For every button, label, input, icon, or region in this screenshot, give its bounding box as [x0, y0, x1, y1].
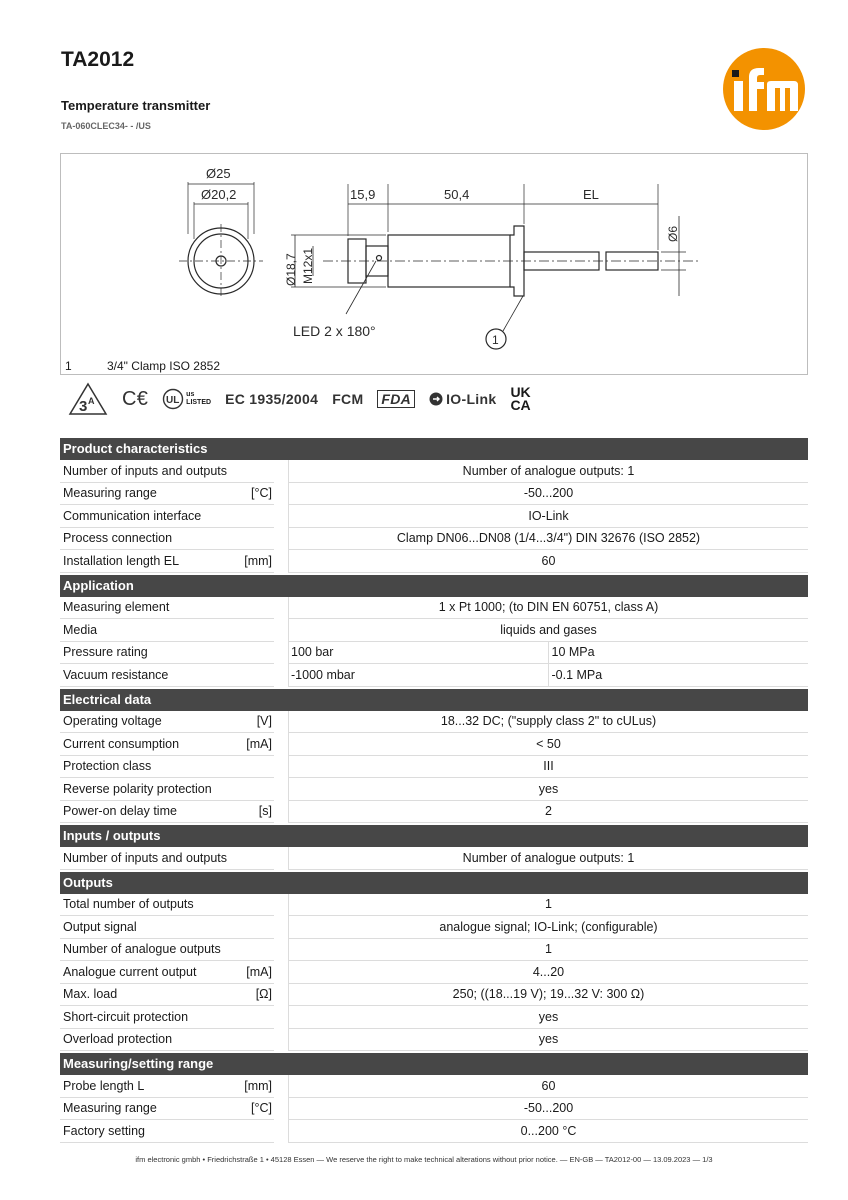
iolink-mark [429, 391, 496, 407]
specification-table [60, 436, 808, 1143]
section-measuring-setting-range: Measuring/setting range [60, 1053, 808, 1075]
row-label: Number of analogue outputs [63, 942, 221, 957]
row-label: Measuring range [63, 486, 157, 501]
table-row [60, 642, 808, 665]
svg-text:A: A [88, 396, 95, 406]
ukca-mark [510, 386, 530, 412]
technical-drawing-svg [61, 154, 809, 376]
row-unit: [°C] [251, 1101, 272, 1116]
table-row [60, 801, 808, 824]
page-number: 1/3 [702, 1155, 713, 1164]
row-label: Installation length EL [63, 553, 180, 568]
ukca-top: UK [510, 384, 531, 400]
row-label: Factory setting [63, 1123, 145, 1138]
row-label: Analogue current output [63, 964, 197, 979]
row-label: Max. load [63, 987, 118, 1002]
fda-mark: FDA [377, 390, 415, 408]
table-row [60, 1006, 808, 1029]
dim-50-label: 50,4 [444, 187, 470, 202]
article-code: TA-060CLEC34- - /US [61, 121, 151, 131]
fcm-mark: FCM [332, 391, 364, 407]
row-value: -50...200 [288, 483, 808, 506]
certification-bar [68, 381, 531, 417]
section-electrical-data: Electrical data [60, 689, 808, 711]
row-value: 4...20 [288, 961, 808, 984]
table-row [60, 847, 808, 870]
row-value-bar: 100 bar [291, 645, 334, 660]
row-value: Number of analogue outputs: 1 [288, 847, 808, 870]
ul-icon [162, 388, 184, 410]
row-value-mpa: 10 MPa [548, 642, 809, 664]
row-label: Number of inputs and outputs [63, 850, 227, 865]
ifm-logo [722, 47, 806, 131]
table-row [60, 528, 808, 551]
row-label: Reverse polarity protection [63, 781, 212, 796]
table-row [60, 1075, 808, 1098]
row-value: 60 [288, 1075, 808, 1098]
caption-text: 3/4" Clamp ISO 2852 [107, 359, 220, 373]
table-row [60, 1029, 808, 1052]
dim-15-label: 15,9 [350, 187, 376, 202]
row-label: Total number of outputs [63, 897, 194, 912]
row-unit: [mA] [246, 964, 272, 979]
dim-m12-label: M12x1 [301, 247, 315, 284]
row-value: analogue signal; IO-Link; (configurable) [288, 916, 808, 939]
row-unit: [mm] [244, 553, 272, 568]
row-unit: [mm] [244, 1078, 272, 1093]
table-row [60, 916, 808, 939]
table-row [60, 961, 808, 984]
table-row [60, 619, 808, 642]
row-unit: [s] [258, 804, 272, 819]
table-row [60, 1120, 808, 1143]
drawing-caption [65, 359, 220, 373]
row-value: 0...200 °C [288, 1120, 808, 1143]
table-row [60, 939, 808, 962]
row-value-mbar: -1000 mbar [291, 667, 355, 682]
row-label: Process connection [63, 531, 173, 546]
row-value: 18...32 DC; ("supply class 2" to cULus) [288, 711, 808, 734]
svg-text:3: 3 [79, 398, 88, 415]
row-value: IO-Link [288, 505, 808, 528]
row-value: 1 [288, 894, 808, 917]
row-unit: [V] [256, 714, 272, 729]
caption-number: 1 [65, 359, 72, 373]
row-unit: [Ω] [255, 987, 272, 1002]
row-label: Number of inputs and outputs [63, 463, 227, 478]
row-label: Media [63, 622, 98, 637]
3a-sanitary-icon [68, 382, 108, 416]
footer-text: ifm electronic gmbh • Friedrichstraße 1 • 45128 Essen — We reserve the right to make technical alterations without prior notice. — EN-GB — TA2012-00 — 13.09.2023 — [135, 1155, 701, 1164]
row-label: Current consumption [63, 736, 180, 751]
led-label: LED 2 x 180° [293, 323, 376, 339]
row-unit: [°C] [251, 486, 272, 501]
dim-6-label: Ø6 [666, 225, 680, 242]
table-row [60, 756, 808, 779]
iolink-icon [429, 392, 443, 406]
row-value: 250; ((18...19 V); 19...32 V: 300 Ω) [288, 984, 808, 1007]
row-value: 1 [288, 939, 808, 962]
section-inputs-outputs: Inputs / outputs [60, 825, 808, 847]
callout-number: 1 [492, 333, 499, 347]
dimension-drawing [60, 153, 808, 375]
section-outputs: Outputs [60, 872, 808, 894]
row-label: Operating voltage [63, 714, 162, 729]
table-row [60, 505, 808, 528]
row-value: 2 [288, 801, 808, 824]
row-value: yes [288, 1006, 808, 1029]
dim-inner-label: Ø20,2 [201, 187, 237, 202]
row-label: Vacuum resistance [63, 667, 169, 682]
row-label: Measuring element [63, 600, 170, 615]
row-label: Power-on delay time [63, 804, 177, 819]
row-value: 60 [288, 550, 808, 573]
row-label: Communication interface [63, 508, 202, 523]
dim-outer-label: Ø25 [206, 166, 231, 181]
row-label: Short-circuit protection [63, 1009, 189, 1024]
ukca-bottom: CA [510, 397, 531, 413]
row-value-mpa: -0.1 MPa [548, 664, 809, 686]
row-unit: [mA] [246, 736, 272, 751]
row-value: liquids and gases [288, 619, 808, 642]
table-row [60, 597, 808, 620]
product-subtitle: Temperature transmitter [61, 98, 211, 113]
iolink-text: IO-Link [446, 391, 497, 407]
row-value: Clamp DN06...DN08 (1/4...3/4") DIN 32676 (ISO 2852) [288, 528, 808, 551]
table-row [60, 664, 808, 687]
section-product-characteristics: Product characteristics [60, 438, 808, 460]
row-value: 1 x Pt 1000; (to DIN EN 60751, class A) [288, 597, 808, 620]
ce-mark: C€ [122, 387, 149, 410]
section-application: Application [60, 575, 808, 597]
table-row [60, 483, 808, 506]
row-value: yes [288, 778, 808, 801]
row-label: Measuring range [63, 1101, 157, 1116]
row-label: Output signal [63, 919, 137, 934]
row-label: Pressure rating [63, 645, 148, 660]
row-value: Number of analogue outputs: 1 [288, 460, 808, 483]
svg-text:UL: UL [166, 395, 180, 406]
ul-listed-text: LISTED [186, 399, 212, 406]
ul-us-text: us [186, 391, 195, 398]
table-row [60, 733, 808, 756]
table-row [60, 550, 808, 573]
row-label: Overload protection [63, 1032, 173, 1047]
dim-187-label: Ø18,7 [284, 253, 298, 286]
product-title: TA2012 [61, 48, 135, 71]
table-row [60, 984, 808, 1007]
dim-el-label: EL [583, 187, 599, 202]
row-label: Probe length L [63, 1078, 145, 1093]
table-row [60, 894, 808, 917]
row-value: yes [288, 1029, 808, 1052]
page-footer [0, 1155, 848, 1164]
row-label: Protection class [63, 759, 152, 774]
row-value: III [288, 756, 808, 779]
table-row [60, 778, 808, 801]
ec-1935-mark: EC 1935/2004 [225, 391, 319, 407]
row-value: -50...200 [288, 1098, 808, 1121]
table-row [60, 460, 808, 483]
row-value: < 50 [288, 733, 808, 756]
cul-us-mark [162, 388, 211, 410]
table-row [60, 711, 808, 734]
table-row [60, 1098, 808, 1121]
